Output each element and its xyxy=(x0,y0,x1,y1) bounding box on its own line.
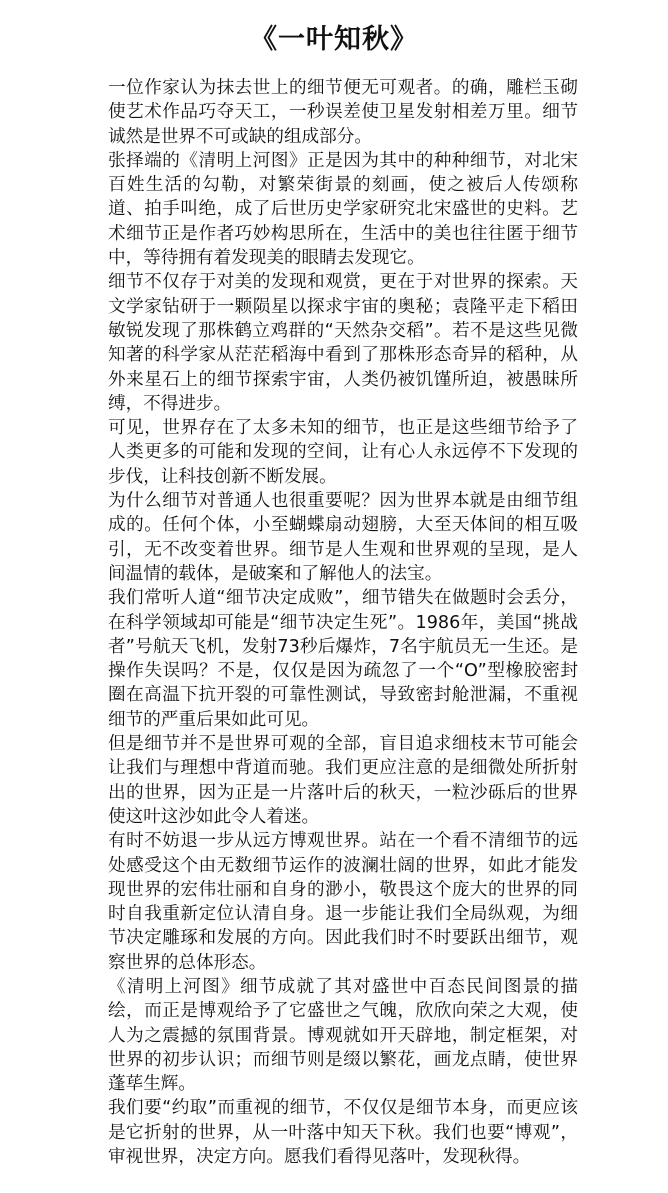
essay-paragraph-6: 我们常听人道“细节决定成败”，细节错失在做题时会丢分，在科学领域却可能是“细节决定生死”。1986年，美国“挑战者”号航天飞机，发射73秒后爆炸，7名宇航员无一生还。是操作失误吗？不是，仅仅是因为疏忽了一个“O”型橡胶密封圈在高温下抗开裂的可靠性测试，导致密封舱泄漏，不重视细节的严重后果如此可见。 xyxy=(108,588,578,730)
essay-paragraph-10: 我们要“约取”而重视的细节，不仅仅是细节本身，而更应该是它折射的世界，从一叶落中知天下秋。我们也要“博观”，审视世界，决定方向。愿我们看得见落叶，发现秋得。 xyxy=(108,1098,578,1168)
essay-title: 《一叶知秋》 xyxy=(250,24,418,55)
essay-paragraph-5: 为什么细节对普通人也很重要呢？因为世界本就是由细节组成的。任何个体，小至蝴蝶扇动翅膀，大至天体间的相互吸引，无不改变着世界。细节是人生观和世界观的呈现，是人间温情的载体，是破案和了解他人的法宝。 xyxy=(108,491,578,584)
essay-body xyxy=(108,76,578,1169)
essay-paragraph-9: 《清明上河图》细节成就了其对盛世中百态民间图景的描绘，而正是博观给予了它盛世之气魄，欣欣向荣之大观，使人为之震撼的氛围背景。博观就如开天辟地，制定框架，对世界的初步认识；而细节则是缀以繁花，画龙点睛，使世界蓬荜生辉。 xyxy=(108,976,578,1095)
essay-paragraph-2: 张择端的《清明上河图》正是因为其中的种种细节，对北宋百姓生活的勾勒，对繁荣街景的刻画，使之被后人传颂称道、拍手叫绝，成了后世历史学家研究北宋盛世的史料。艺术细节正是作者巧妙构思所在，生活中的美也往往匿于细节中，等待拥有着发现美的眼睛去发现它。 xyxy=(108,150,578,269)
essay-paragraph-3: 细节不仅存于对美的发现和观赏，更在于对世界的探索。天文学家钻研于一颗陨星以探求宇宙的奥秘；袁隆平走下稻田敏锐发现了那株鹤立鸡群的“天然杂交稻”。若不是这些见微知著的科学家从茫茫稻海中看到了那株形态奇异的稻种，从外来星石上的细节探索宇宙，人类仍被饥馑所迫，被愚昧所缚，不得进步。 xyxy=(108,272,578,414)
essay-paragraph-1: 一位作家认为抹去世上的细节便无可观者。的确，雕栏玉砌使艺术作品巧夺天工，一秒误差使卫星发射相差万里。细节诚然是世界不可或缺的组成部分。 xyxy=(108,78,578,147)
essay-paragraph-8: 有时不妨退一步从远方博观世界。站在一个看不清细节的远处感受这个由无数细节运作的波澜壮阔的世界，如此才能发现世界的宏伟壮丽和自身的渺小，敬畏这个庞大的世界的同时自我重新定位认清自身。退一步能让我们全局纵观，为细节决定雕琢和发展的方向。因此我们时不时要跃出细节，观察世界的总体形态。 xyxy=(108,831,578,973)
essay-paragraph-4: 可见，世界存在了太多未知的细节，也正是这些细节给予了人类更多的可能和发现的空间，让有心人永远停不下发现的步伐，让科技创新不断发展。 xyxy=(108,418,578,487)
essay-paragraph-7: 但是细节并不是世界可观的全部，盲目追求细枝末节可能会让我们与理想中背道而驰。我们更应注意的是细微处所折射出的世界，因为正是一片落叶后的秋天，一粒沙砾后的世界使这叶这沙如此令人着迷。 xyxy=(108,734,578,827)
